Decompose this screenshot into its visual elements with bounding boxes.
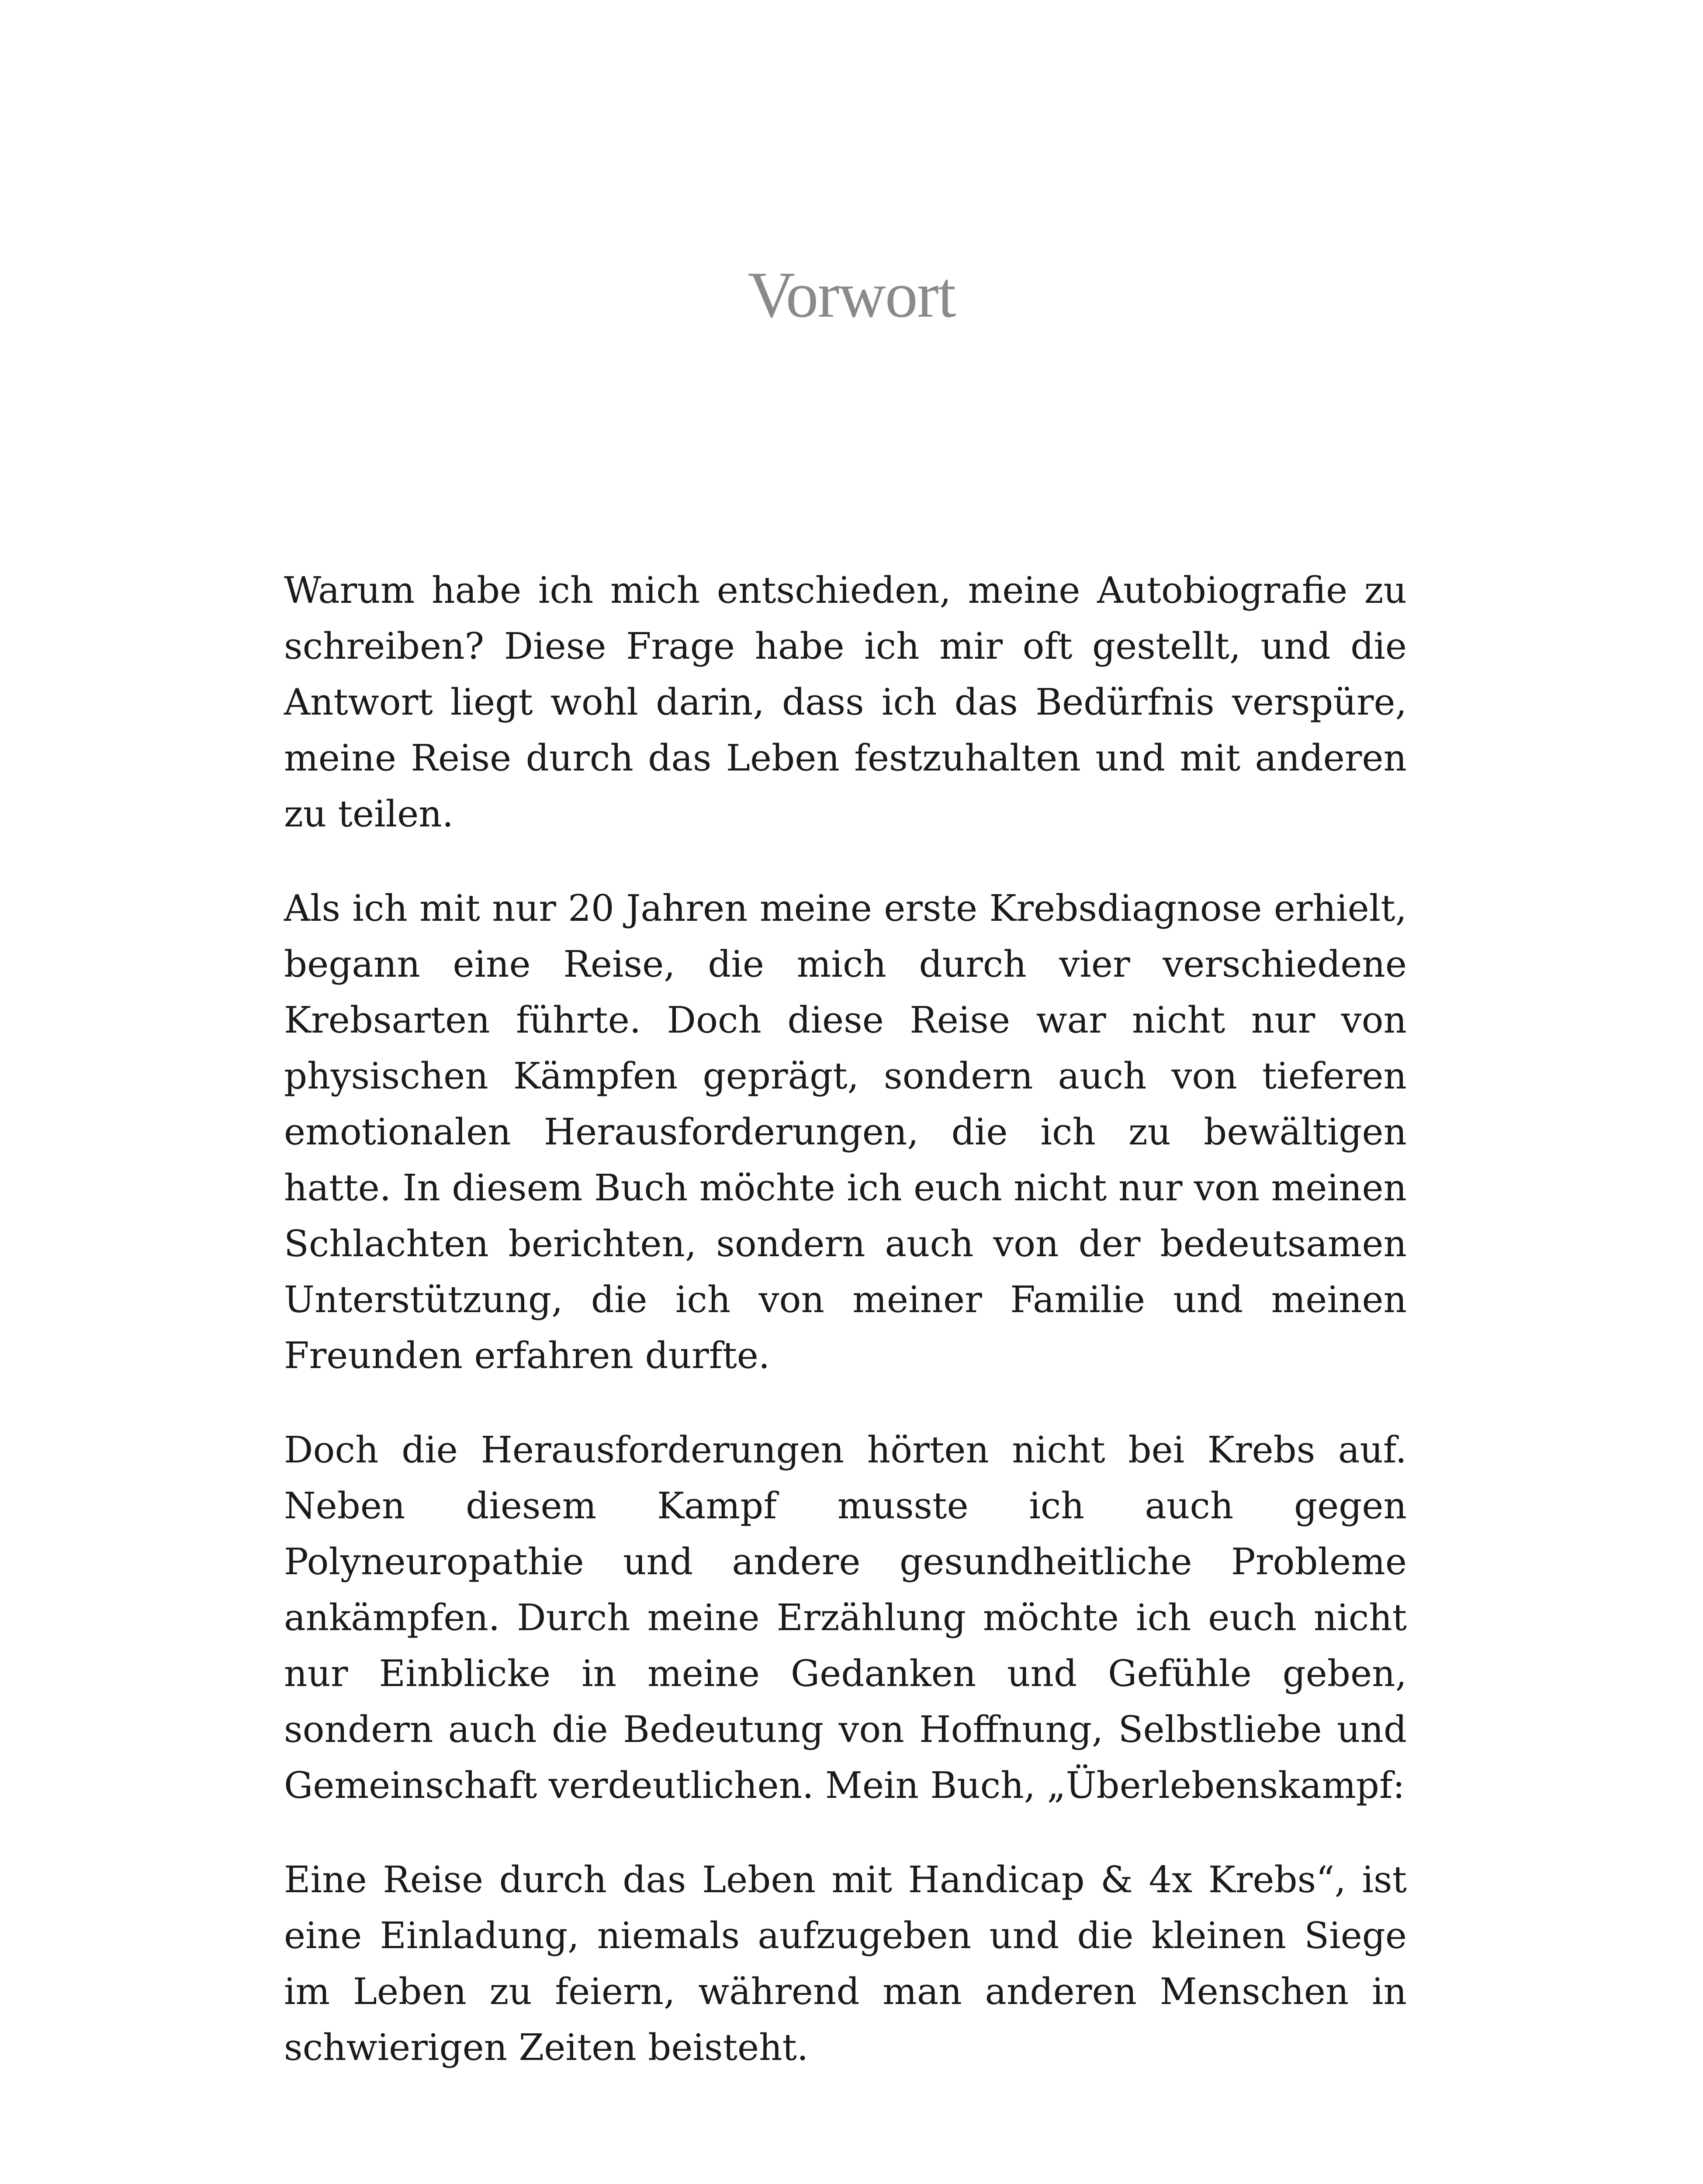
paragraph-2: Als ich mit nur 20 Jahren meine erste Krebsdiagnose erhielt, begann eine Reise, die mich durch vier verschiedene Krebsarten führte. Doch diese Reise war nicht nur von physischen Kämpfen geprägt, sondern auch von tieferen emotionalen Herausforderungen, die ich zu bewältigen hatte. In diesem Buch möchte ich euch nicht nur von meinen Schlachten berichten, sondern auch von der bedeutsamen Unterstützung, die ich von meiner Familie und meinen Freunden erfahren durfte. xyxy=(284,887,1407,1377)
paragraph-1: Warum habe ich mich entschieden, meine Autobiografie zu schreiben? Diese Frage habe ich mir oft gestellt, und die Antwort liegt wohl darin, dass ich das Bedürfnis verspüre, meine Reise durch das Leben festzuhalten und mit anderen zu teilen. xyxy=(284,569,1407,835)
body-text xyxy=(284,563,1407,2114)
paragraph-4: Eine Reise durch das Leben mit Handicap & 4x Krebs“, ist eine Einladung, niemals aufzugeben und die kleinen Siege im Leben zu feiern, während man anderen Menschen in schwierigen Zeiten beisteht. xyxy=(284,1859,1407,2069)
paragraph-3: Doch die Herausforderungen hörten nicht bei Krebs auf. Neben diesem Kampf musste ich auch gegen Polyneuropathie und andere gesundheitliche Probleme ankämpfen. Durch meine Erzählung möchte ich euch nicht nur Einblicke in meine Gedanken und Gefühle geben, sondern auch die Bedeutung von Hoffnung, Selbstliebe und Gemeinschaft verdeutlichen. Mein Buch, „Überlebenskampf: xyxy=(284,1429,1407,1807)
chapter-title: Vorwort xyxy=(748,259,955,331)
